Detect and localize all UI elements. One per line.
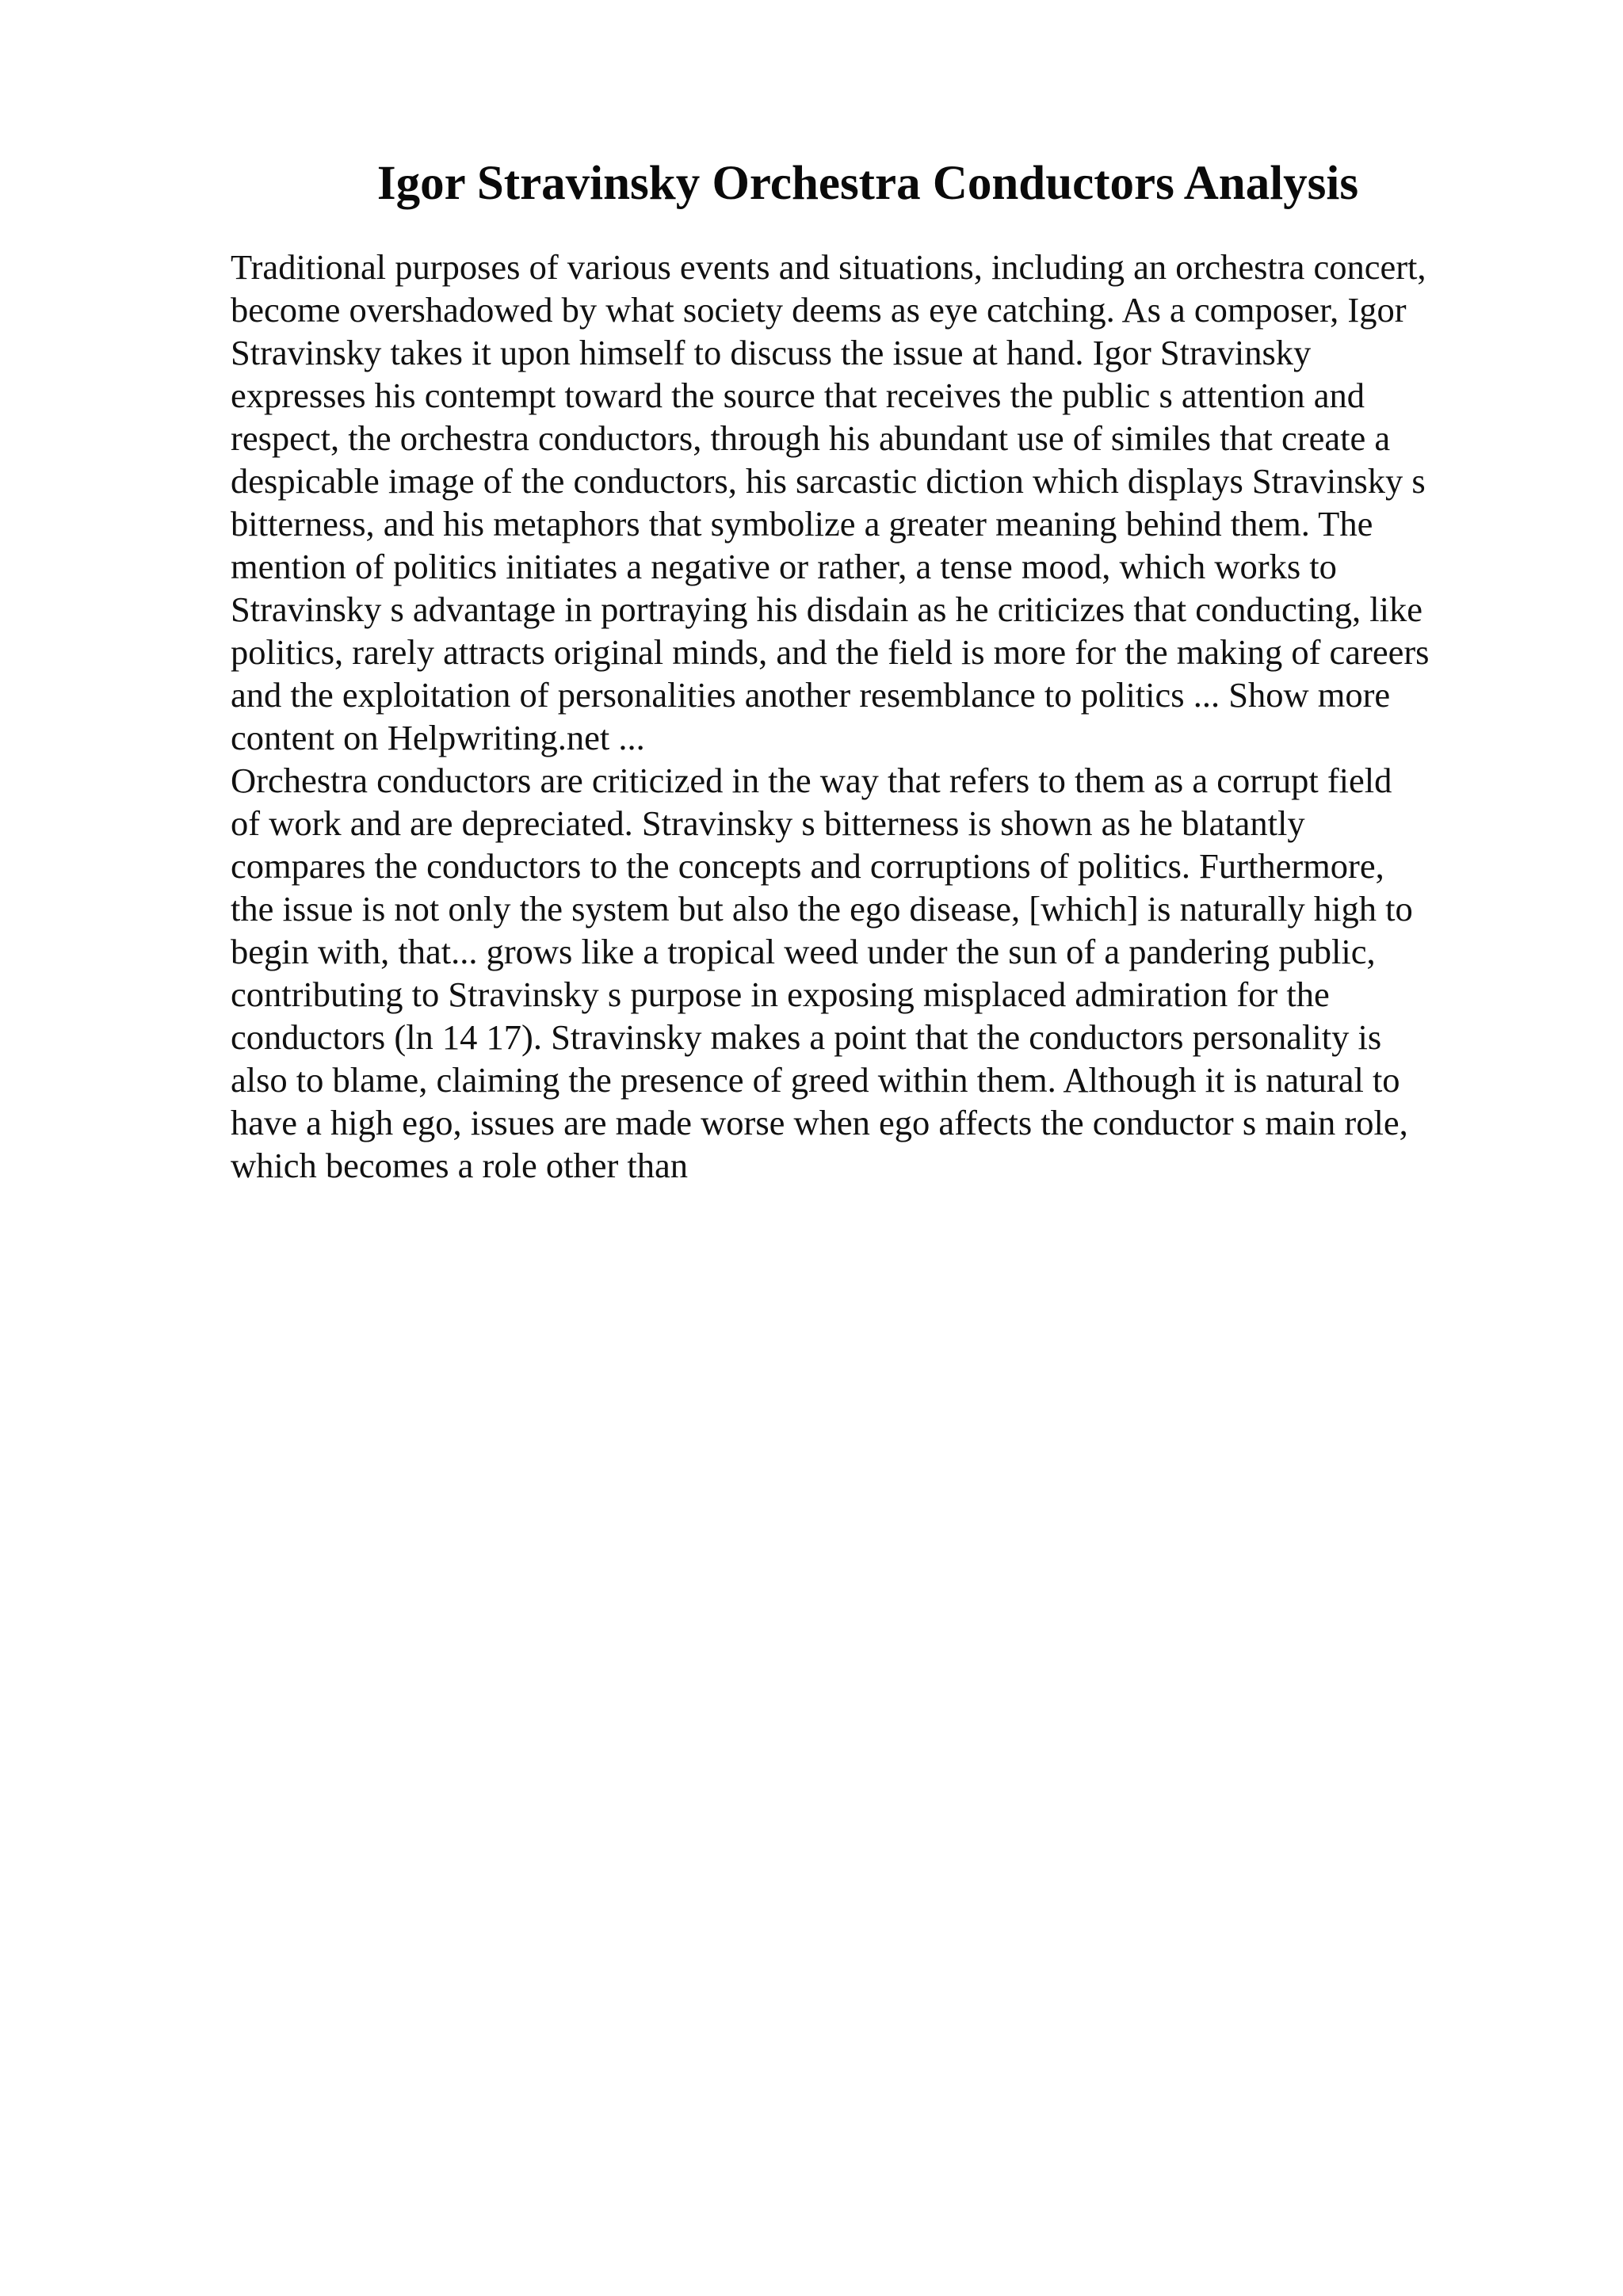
text-line: of work and are depreciated. Stravinsky s bitterness is shown as he blatantly [231,803,1305,843]
document-body [231,246,1499,1187]
text-line: contributing to Stravinsky s purpose in exposing misplaced admiration for the [231,974,1330,1014]
text-line: Stravinsky s advantage in portraying his disdain as he criticizes that conducting, like [231,589,1423,629]
text-line: the issue is not only the system but also the ego disease, [which] is naturally high to [231,889,1413,929]
text-line: also to blame, claiming the presence of greed within them. Although it is natural to [231,1060,1400,1100]
text-line: begin with, that... grows like a tropical weed under the sun of a pandering public, [231,932,1376,971]
text-line: respect, the orchestra conductors, through his abundant use of similes that create a [231,418,1391,458]
text-line: and the exploitation of personalities another resemblance to politics ... Show more [231,675,1391,715]
page-title: Igor Stravinsky Orchestra Conductors Analysis [376,157,1359,210]
text-line: compares the conductors to the concepts and corruptions of politics. Furthermore, [231,846,1384,886]
text-line: conductors (ln 14 17). Stravinsky makes a point that the conductors personality is [231,1017,1382,1057]
text-line: Orchestra conductors are criticized in the way that refers to them as a corrupt field [231,761,1392,800]
text-line: expresses his contempt toward the source that receives the public s attention and [231,376,1365,415]
text-line: content on Helpwriting.net ... [231,718,645,757]
text-line: Stravinsky takes it upon himself to discuss the issue at hand. Igor Stravinsky [231,333,1312,372]
text-line: despicable image of the conductors, his sarcastic diction which displays Stravinsky s [231,461,1426,501]
text-line: Traditional purposes of various events and situations, including an orchestra concert, [231,247,1426,287]
text-line: become overshadowed by what society deems as eye catching. As a composer, Igor [231,290,1407,330]
paragraph-2 [231,759,1499,1187]
text-line: bitterness, and his metaphors that symbolize a greater meaning behind them. The [231,504,1373,543]
text-line: mention of politics initiates a negative or rather, a tense mood, which works to [231,547,1337,586]
text-line: which becomes a role other than [231,1146,689,1185]
text-line: politics, rarely attracts original minds, and the field is more for the making of careers [231,632,1430,672]
paragraph-1 [231,246,1499,759]
text-line: have a high ego, issues are made worse when ego affects the conductor s main role, [231,1103,1408,1142]
